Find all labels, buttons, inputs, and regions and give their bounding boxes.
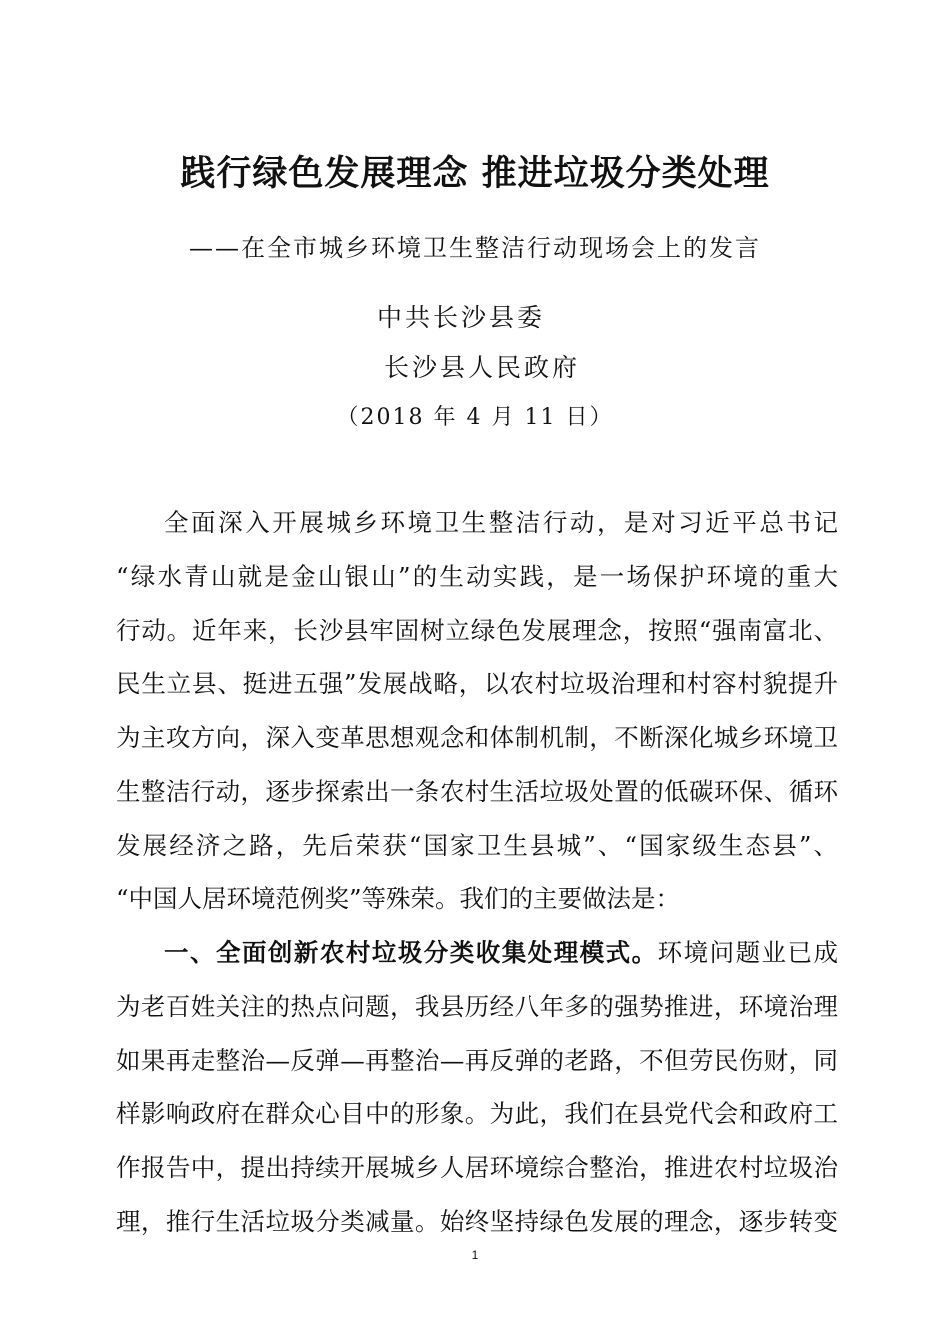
speech-date: （2018 年 4 月 11 日） — [336, 405, 614, 430]
section-heading-line — [116, 926, 838, 980]
section-heading: 一、全面创新农村垃圾分类收集处理模式。 — [164, 938, 658, 967]
document-subtitle: ——在全市城乡环境卫生整洁行动现场会上的发言 — [189, 234, 761, 262]
paragraph-line: 理，推行生活垃圾分类减量。始终坚持绿色发展的理念，逐步转变 — [116, 1206, 838, 1236]
paragraph-line: 民生立县、挺进五强”发展战略，以农村垃圾治理和村容村貌提升 — [116, 669, 838, 699]
paragraph-line: 为老百姓关注的热点问题，我县历经八年多的强势推进，环境治理 — [116, 991, 838, 1021]
paragraph-line: “绿水青山就是金山银山”的生动实践，是一场保护环境的重大 — [116, 561, 838, 591]
author-committee: 中共长沙县委 — [376, 303, 545, 332]
paragraph-line: 为主攻方向，深入变革思想观念和体制机制，不断深化城乡环境卫 — [116, 723, 838, 752]
paragraph-line: 作报告中，提出持续开展城乡人居环境综合整治，推进农村垃圾治 — [116, 1153, 838, 1182]
author-government: 长沙县人民政府 — [383, 353, 580, 382]
paragraph-line: “中国人居环境范例奖”等殊荣。我们的主要做法是： — [116, 884, 681, 914]
paragraph-line: 全面深入开展城乡环境卫生整洁行动，是对习近平总书记 — [164, 508, 838, 537]
paragraph-line: 样影响政府在群众心目中的形象。为此，我们在县党代会和政府工 — [116, 1099, 838, 1129]
document-body — [116, 496, 838, 1249]
paragraph-line: 生整洁行动，逐步探索出一条农村生活垃圾处置的低碳环保、循环 — [116, 776, 838, 806]
document-title: 践行绿色发展理念 推进垃圾分类处理 — [180, 153, 770, 194]
paragraph-line: 行动。近年来，长沙县牢固树立绿色发展理念，按照“强南富北、 — [116, 615, 838, 645]
paragraph-line: 发展经济之路，先后荣获“国家卫生县城”、“国家级生态县”、 — [116, 830, 838, 860]
section-heading-tail: 环境问题业已成 — [657, 938, 839, 967]
paragraph-line: 如果再走整治—反弹—再整治—再反弹的老路，不但劳民伤财，同 — [116, 1045, 838, 1075]
page-number: 1 — [471, 1248, 479, 1262]
